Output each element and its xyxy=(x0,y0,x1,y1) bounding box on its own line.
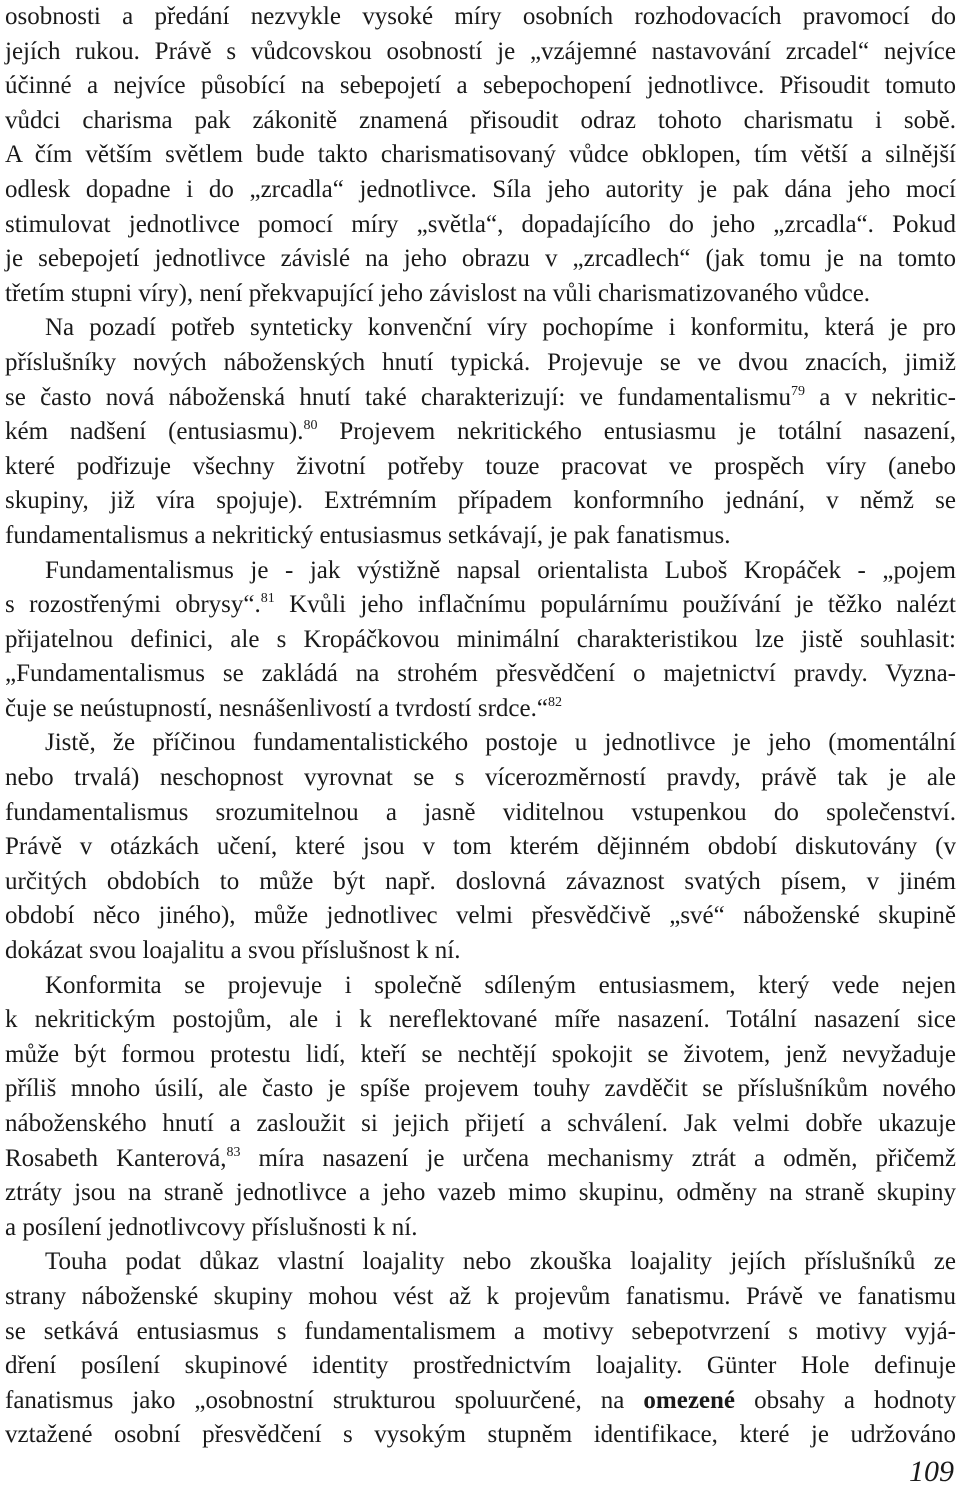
text-line: přijatelnou definici, ale s Kropáčkovou minimální charakteristikou lze jistě souhlasit: xyxy=(5,625,956,653)
text-line: s rozostřenými obrysy“.$^{81}$ Kvůli jeho inflačnímu populárnímu používání je těžko nalézt xyxy=(5,591,956,619)
text-line: náboženského hnutí a zasloužit si jejich přijetí a schválení. Jak velmi dobře ukazuje xyxy=(5,1110,956,1137)
text-line: Touha podat důkaz vlastní loajality nebo zkouška loajality jejích příslušníků ze xyxy=(45,1248,956,1276)
text-line: osobnosti a předání nezvykle vysoké míry osobních rozhodovacích pravomocí do xyxy=(5,3,956,30)
footnote-ref-80[interactable]: 80 xyxy=(303,418,318,434)
footnote-ref-81[interactable]: 81 xyxy=(260,591,275,607)
text-line: Fundamentalismus je - jak výstižně napsal orientalista Luboš Kropáček - „pojem xyxy=(45,556,956,584)
text-line: stimulovat jednotlivce pomocí míry „světla“, dopadajícího do jeho „zrcadla“. Pokud xyxy=(5,210,956,238)
text-line: fundamentalismus a nekritický entusiasmus setkávají, je pak fanatismus. xyxy=(5,521,731,549)
text-line: k nekritickým postojům, ale i k nereflektované míře nasazení. Totální nasazení sice xyxy=(5,1006,956,1034)
text-line: dokázat svou loajalitu a svou příslušnost k ní. xyxy=(5,937,461,965)
text-line: čuje se neústupností, nesnášenlivostí a tvrdostí srdce.“$^{82}$ xyxy=(5,694,562,722)
text-line: Konformita se projevuje i společně sdíleným entusiasmem, který vede nejen xyxy=(45,971,956,999)
page-number: 109 xyxy=(909,1455,954,1488)
text-line: je sebepojetí jednotlivce závislé na jeho obrazu v „zrcadlech“ (jak tomu je na tomto xyxy=(5,245,956,273)
footnote-ref-79[interactable]: 79 xyxy=(790,383,805,399)
text-line: může být formou protestu lidí, kteří se nechtějí spokojit se životem, jenž nevyžaduje xyxy=(5,1040,956,1068)
text-line: kém nadšení (entusiasmu).$^{80}$ Projevem nekritického entusiasmu je totální nasazení, xyxy=(5,418,956,446)
paragraph-4 xyxy=(5,726,956,968)
text-line: fanatismus jako „osobnostní strukturou spoluurčené, na omezené obsahy a hodnoty xyxy=(5,1386,956,1414)
text-line: jejích rukou. Právě s vůdcovskou osobností je „vzájemné nastavování zrcadel“ nejvíce xyxy=(5,37,956,65)
text-line: dření posílení skupinové identity prostřednictvím loajality. Günter Hole definuje xyxy=(5,1352,956,1380)
bold-emphasis: omezené xyxy=(643,1386,736,1414)
text-line: Rosabeth Kanterová,$^{83}$ míra nasazení je určena mechanismy ztrát a odměn, přičemž xyxy=(5,1144,957,1172)
text-line: se často nová náboženská hnutí také charakterizují: ve fundamentalismu$^{79}$ a v nekritic- xyxy=(5,383,956,411)
text-line: třetím stupni víry), není překvapující jeho závislost na vůli charismatizovaného vůdce. xyxy=(5,279,871,307)
text-line: účinné a nejvíce působící na sebepojetí a sebepochopení jednotlivce. Přisoudit tomuto xyxy=(5,72,956,100)
text-line: a posílení jednotlivcovy příslušnosti k ní. xyxy=(5,1213,418,1241)
text-line: Na pozadí potřeb synteticky konvenční víry pochopíme i konformitu, která je pro xyxy=(45,314,956,342)
text-line: nebo trvalá) neschopnost vyrovnat se s vícerozměrností pravdy, právě tak je ale xyxy=(5,764,956,792)
text-line: se setkává entusiasmus s fundamentalismem a motivy sebepotvrzení s motivy vyjá- xyxy=(5,1317,956,1345)
text-line: Právě v otázkách učení, které jsou v tom kterém dějinném období diskutovány (v xyxy=(5,833,956,861)
text-line: strany náboženské skupiny mohou vést až k projevům fanatismu. Právě ve fanatismu xyxy=(5,1282,956,1310)
text-line: fundamentalismus srozumitelnou a jasně viditelnou vstupenkou do společenství. xyxy=(5,798,956,826)
paragraph-2 xyxy=(5,311,956,553)
text-line: skupiny, již víra spojuje). Extrémním případem konformního jednání, v němž se xyxy=(5,487,956,515)
text-line: období něco jiného), může jednotlivec velmi přesvědčivě „své“ náboženské skupině xyxy=(5,902,956,930)
paragraph-3 xyxy=(5,554,956,727)
footnote-ref-82[interactable]: 82 xyxy=(547,694,562,710)
document-page xyxy=(5,0,956,1453)
text-line: odlesk dopadne i do „zrcadla“ jednotlivce. Síla jeho autority je pak dána jeho mocí xyxy=(5,175,956,203)
text-line: příslušníky nových náboženských hnutí typická. Projevuje se ve dvou znacích, jimiž xyxy=(5,348,956,376)
text-line: A čím větším světlem bude takto charismatisovaný vůdce obklopen, tím větší a silnější xyxy=(5,141,956,169)
text-line: vůdci charisma pak zákonitě znamená přisoudit odraz tohoto charismatu i sobě. xyxy=(5,106,956,134)
paragraph-5 xyxy=(5,969,956,1246)
text-line: určitých obdobích to může být např. doslovná závaznost svatých písem, v jiném xyxy=(5,867,956,895)
paragraph-6 xyxy=(5,1245,956,1453)
text-line: ztráty jsou na straně jednotlivce a jeho vazeb mimo skupinu, odměny na straně skupiny xyxy=(5,1179,956,1207)
text-line: které podřizuje všechny životní potřeby touze pracovat ve prospěch víry (anebo xyxy=(5,452,956,480)
text-line: příliš mnoho úsilí, ale často je spíše projevem touhy zavděčit se příslušníkům nového xyxy=(5,1075,956,1103)
footnote-ref-83[interactable]: 83 xyxy=(226,1144,241,1160)
text-line: Jistě, že příčinou fundamentalistického postoje u jednotlivce je jeho (momentální xyxy=(45,729,956,757)
text-line: vztažené osobní přesvědčení s vysokým stupněm identifikace, které je udržováno xyxy=(5,1421,956,1449)
text-line: „Fundamentalismus se zakládá na strohém přesvědčení o majetnictví pravdy. Vyzna- xyxy=(5,660,956,688)
paragraph-1 xyxy=(5,0,956,311)
